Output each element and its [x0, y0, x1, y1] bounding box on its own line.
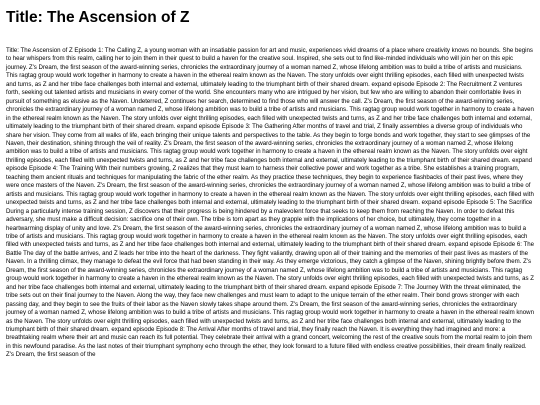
episode-7-text: Episode 7: The Journey With the threat eliminated, the tribe sets out on their final journey to the Naven. Along the way, they face new challenges and must learn to adapt to the unique terrain of the ether realm. Their bond grows stronger with each passing day, and they begin to see the fruits of their labor as the Naven slowly takes shape around them. Z's Dream, the first season of the award-winning series, chronicles the extraordinary journey of a woman named Z, whose lifelong ambition was to build a tribe of artists and musicians. This ragtag group would work together in harmony to create a haven in the ethereal realm known as the Naven. The story unfolds over eight thrilling episodes, each filled with unexpected twists and turns, as Z and her tribe face challenges both internal and external, ultimately leading to the triumphant birth of their shared dream. expand episode	[6, 283, 534, 333]
episode-5-text: Episode 5: The Sacrifice During a particularly intense training session, Z discovers that their progress is being hindered by a malevolent force that seeks to keep them from reaching the Naven. In order to defeat this adversary, she must make a difficult decision: sacrifice one of their own. The tribe is torn apart as they grapple with the implications of her choice, but ultimately, they come together in a heartwarming display of unity and love. Z's Dream, the first season of the award-winning series, chronicles the extraordinary journey of a woman named Z, whose lifelong ambition was to build a tribe of artists and musicians. This ragtag group would work together in harmony to create a haven in the ethereal realm known as the Naven. The story unfolds over eight thrilling episodes, each filled with unexpected twists and turns, as Z and her tribe face challenges both internal and external, ultimately leading to the triumphant birth of their shared dream. expand episode	[6, 199, 533, 249]
episode-6-text: Episode 6: The Battle The day of the battle arrives, and Z leads her tribe into the heart of the darkness. They fight valiantly, drawing upon all of their training and the memories of their past lives as masters of the Naven. In a thrilling climax, they manage to defeat the evil force that had been standing in their way. As they emerge victorious, they catch a glimpse of the Naven, shining brightly before them. Z's Dream, the first season of the award-winning series, chronicles the extraordinary journey of a woman named Z, whose lifelong ambition was to build a tribe of artists and musicians. This ragtag group would work together in harmony to create a haven in the ethereal realm known as the Naven. The story unfolds over eight thrilling episodes, each filled with unexpected twists and turns, as Z and her tribe face challenges both internal and external, ultimately leading to the triumphant birth of their shared dream. expand episode	[6, 241, 534, 291]
episode-8-text: Episode 8: The Arrival After months of travel and trial, they finally reach the Naven. It is everything they had imagined and more: a breathtaking realm where their art and music can reach its full potential. They celebrate their arrival with a grand concert, welcoming the rest of the creative souls from the mortal realm to join them in this newfound paradise. As the last notes of their triumphant symphony echo through the ether, they look forward to a future filled with endless creative possibilities, their dream finally realized. Z's Dream, the first season of the	[6, 325, 532, 359]
episode-1-text: Title: The Ascension of Z Episode 1: The Calling Z, a young woman with an insatiable passion for art and music, experiences vivid dreams of a place where creativity knows no bounds. She begins to hear whispers from this realm, calling her to join them in their quest to build a haven for the creative soul. Inspired, she sets out to find like-minded individuals who will join her on this epic journey. Z's Dream, the first season of the award-winning series, chronicles the extraordinary journey of a woman named Z, whose lifelong ambition was to build a tribe of artists and musicians. This ragtag group would work together in harmony to create a haven in the ethereal realm known as the Naven. The story unfolds over eight thrilling episodes, each filled with unexpected twists and turns, as Z and her tribe face challenges both internal and external, ultimately leading to the triumphant birth of their shared dream. expand episode	[6, 47, 533, 88]
episode-3-text: Episode 3: The Gathering After months of travel and trial, Z finally assembles a diverse group of individuals who share her vision. They come from all walks of life, each bringing their unique talents and perspectives to the table. As they begin to forge bonds and work together, they start to see glimpses of the Naven, their destination, shining through the veil of reality. Z's Dream, the first season of the award-winning series, chronicles the extraordinary journey of a woman named Z, whose lifelong ambition was to build a tribe of artists and musicians. This ragtag group would work together in harmony to create a haven in the ethereal realm known as the Naven. The story unfolds over eight thrilling episodes, each filled with unexpected twists and turns, as Z and her tribe face challenges both internal and external, ultimately leading to the triumphant birth of their shared dream. expand episode	[6, 123, 533, 173]
page-title: Title: The Ascension of Z	[6, 9, 190, 26]
episode-list-text	[6, 47, 534, 360]
episode-2-text: Episode 2: The Recruitment Z ventures forth, seeking out talented artists and musicians in every corner of the world. She encounters many who are intrigued by her vision, but few who are willing to abandon their comfortable lives in pursuit of something as elusive as the Naven. Undeterred, Z continues her search, determined to find those who will answer the call. Z's Dream, the first season of the award-winning series, chronicles the extraordinary journey of a woman named Z, whose lifelong ambition was to build a tribe of artists and musicians. This ragtag group would work together in harmony to create a haven in the ethereal realm known as the Naven. The story unfolds over eight thrilling episodes, each filled with unexpected twists and turns, as Z and her tribe face challenges both internal and external, ultimately leading to the triumphant birth of their shared dream. expand episode	[6, 80, 534, 131]
episode-4-text: Episode 4: The Training With their numbers growing, Z realizes that they must learn to harness their collective power and work together as a tribe. She establishes a training program, teaching them ancient rituals and techniques for manipulating the fabric of the ether realm. As they practice these techniques, they begin to experience flashbacks of their past lives, where they were once masters of the Naven. Z's Dream, the first season of the award-winning series, chronicles the extraordinary journey of a woman named Z, whose lifelong ambition was to build a tribe of artists and musicians. This ragtag group would work together in harmony to create a haven in the ethereal realm known as the Naven. The story unfolds over eight thrilling episodes, each filled with unexpected twists and turns, as Z and her tribe face challenges both internal and external, ultimately leading to the triumphant birth of their shared dream. expand episode	[6, 165, 534, 207]
